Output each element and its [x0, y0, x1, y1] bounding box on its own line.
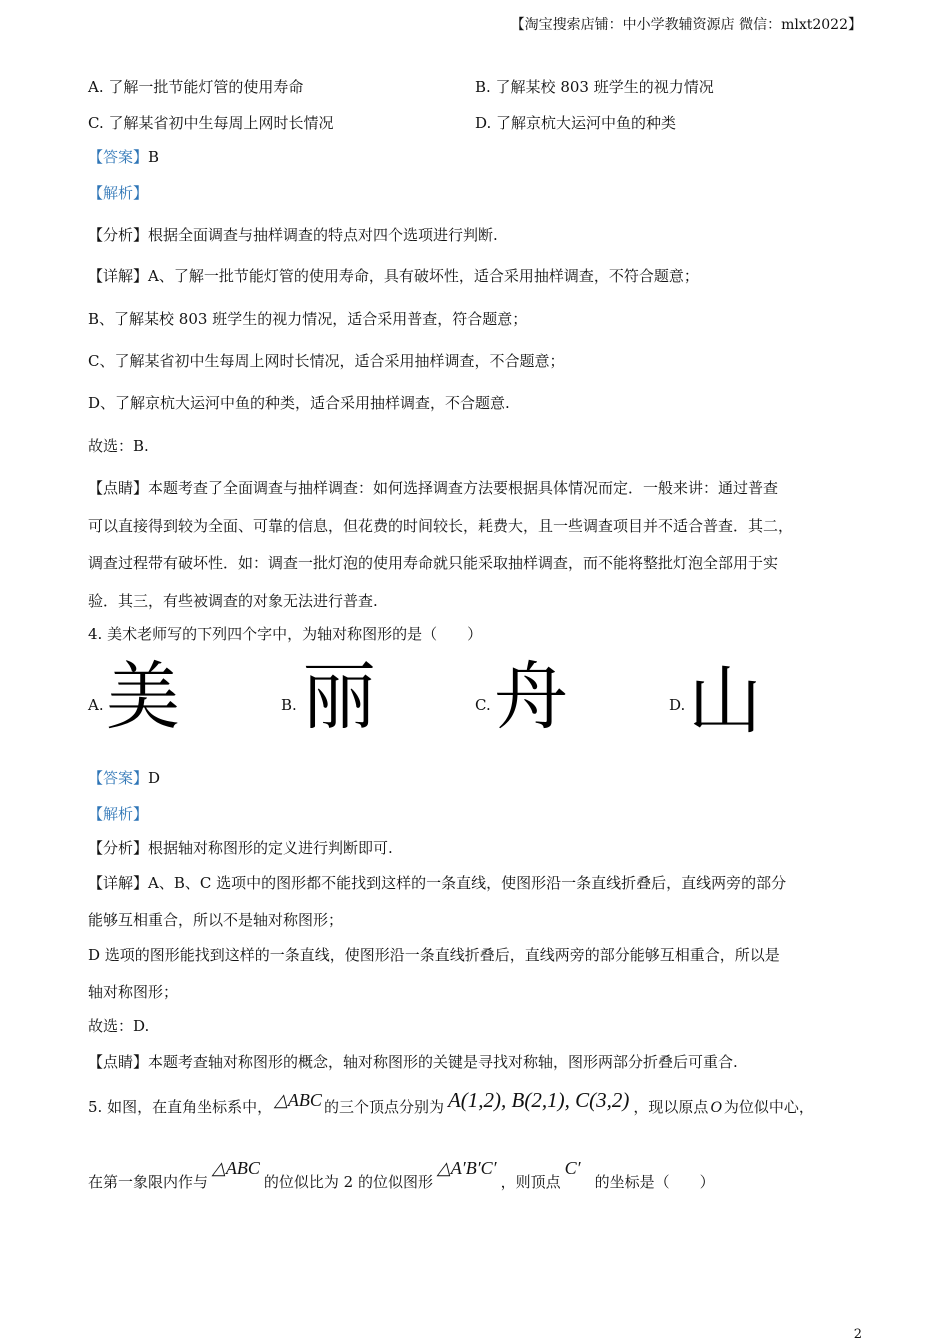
q3-analysis-tag: 【解析】	[88, 184, 149, 202]
q4-option-d-label: D.	[669, 696, 686, 714]
q4-detail-2: 能够互相重合，所以不是轴对称图形；	[88, 911, 344, 929]
q5-text: 的坐标是（ ）	[594, 1173, 715, 1191]
q4-detail-3: D 选项的图形能找到这样的一条直线，使图形沿一条直线折叠后，直线两旁的部分能够互相重合，所以是	[88, 946, 780, 964]
triangle-abc: △ABC	[212, 1158, 260, 1178]
q4-option-b-character: 丽	[302, 654, 376, 740]
q4-stem: 4. 美术老师写的下列四个字中，为轴对称图形的是（ ）	[88, 625, 483, 643]
q3-dianjing-4: 验．其三，有些被调查的对象无法进行普查.	[88, 592, 378, 610]
q4-fenxi: 【分析】根据轴对称图形的定义进行判断即可.	[88, 839, 393, 857]
origin-label: O	[710, 1099, 722, 1116]
q3-detail-1: 【详解】A、了解一批节能灯管的使用寿命，具有破坏性，适合采用抽样调查，不符合题意；	[88, 267, 699, 285]
answer-tag: 【答案】	[88, 148, 149, 166]
answer-value: D	[148, 769, 161, 787]
q5-text: ，则顶点	[500, 1173, 561, 1191]
q5-text: 在第一象限内作与	[88, 1173, 209, 1191]
q3-detail-3: C、了解某省初中生每周上网时长情况，适合采用抽样调查，不合题意；	[88, 352, 565, 370]
q3-dianjing-3: 调查过程带有破坏性．如：调查一批灯泡的使用寿命就只能采取抽样调查，而不能将整批灯泡全部用于实	[88, 554, 779, 572]
q3-fenxi: 【分析】根据全面调查与抽样调查的特点对四个选项进行判断.	[88, 226, 498, 244]
q4-conclusion: 故选：D.	[88, 1017, 150, 1035]
page-header: 【淘宝搜索店铺：中小学教辅资源店 微信：mlxt2022】	[510, 17, 862, 33]
vertex-c-prime: C′	[564, 1158, 581, 1178]
q3-conclusion: 故选：B.	[88, 437, 149, 455]
q4-answer	[88, 767, 160, 788]
q4-option-a-character: 美	[106, 654, 180, 740]
q3-detail-2: B、了解某校 803 班学生的视力情况，适合采用普查，符合题意；	[88, 310, 528, 328]
q5-line-2	[88, 1158, 715, 1192]
triangle-prime: △A′B′C′	[436, 1158, 497, 1178]
q4-detail-4: 轴对称图形；	[88, 983, 179, 1001]
q4-option-c-character: 舟	[494, 654, 568, 740]
q3-dianjing-1: 【点睛】本题考查了全面调查与抽样调查：如何选择调查方法要根据具体情况而定．一般来讲：通过普查	[88, 479, 779, 497]
q3-option-c: C. 了解某省初中生每周上网时长情况	[88, 114, 334, 132]
q3-dianjing-2: 可以直接得到较为全面、可靠的信息，但花费的时间较长，耗费大，且一些调查项目并不适合普查．其二，	[88, 517, 794, 535]
q5-text: 为位似中心，	[723, 1098, 814, 1116]
q5-line-1	[88, 1088, 814, 1118]
vertex-coordinates: A(1,2), B(2,1), C(3,2)	[447, 1088, 630, 1112]
q3-option-b: B. 了解某校 803 班学生的视力情况	[475, 78, 714, 96]
q4-option-a-label: A.	[88, 696, 104, 714]
q4-option-b-label: B.	[281, 696, 297, 714]
q5-text: 的三个顶点分别为	[323, 1098, 444, 1116]
q5-text: ，现以原点	[633, 1098, 709, 1116]
q5-text: 5. 如图，在直角坐标系中，	[88, 1098, 273, 1116]
page-number: 2	[853, 1327, 862, 1342]
q4-option-d-character: 山	[688, 658, 762, 744]
q4-detail-1: 【详解】A、B、C 选项中的图形都不能找到这样的一条直线，使图形沿一条直线折叠后，直线两旁的部分	[88, 874, 787, 892]
answer-tag: 【答案】	[88, 769, 149, 787]
triangle-abc: △ABC	[274, 1090, 322, 1110]
answer-value: B	[148, 148, 160, 166]
q3-detail-4: D、了解京杭大运河中鱼的种类，适合采用抽样调查，不合题意.	[88, 394, 510, 412]
q3-option-a: A. 了解一批节能灯管的使用寿命	[88, 78, 304, 96]
q4-dianjing: 【点睛】本题考查轴对称图形的概念，轴对称图形的关键是寻找对称轴，图形两部分折叠后可重合.	[88, 1053, 738, 1071]
q3-option-d: D. 了解京杭大运河中鱼的种类	[475, 114, 677, 132]
q3-answer	[88, 146, 159, 167]
q5-text: 的位似比为 2 的位似图形	[263, 1173, 433, 1191]
q4-analysis-tag: 【解析】	[88, 805, 149, 823]
q4-option-c-label: C.	[475, 696, 491, 714]
